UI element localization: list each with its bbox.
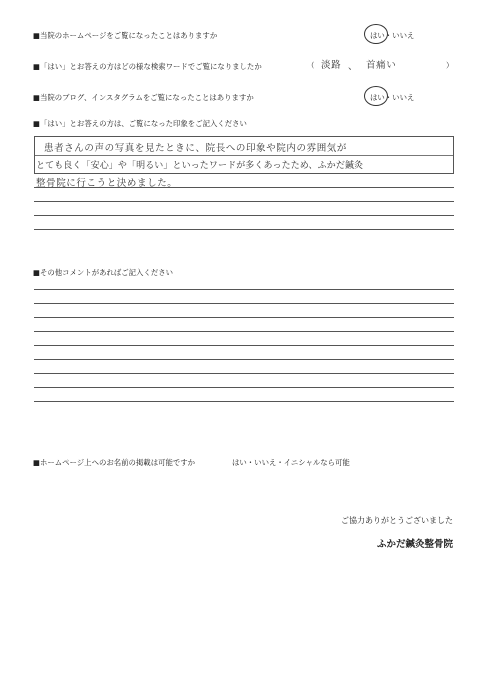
writing-line (34, 201, 454, 202)
question-other-comments: ■その他コメントがあればご記入ください (33, 268, 174, 277)
writing-line (34, 359, 454, 360)
answer-circle-yes (364, 86, 388, 106)
thanks-message: ご協力ありがとうございました (341, 516, 453, 525)
writing-line (34, 373, 454, 374)
keywords-close-paren: ） (446, 61, 454, 70)
handwritten-keyword-2: 首痛い (366, 60, 397, 71)
writing-line (34, 387, 454, 388)
answer-options-name-publication: はい・いいえ・イニシャルなら可能 (232, 458, 350, 467)
answer-homepage-viewed: はい・いいえ (370, 31, 415, 40)
handwritten-keyword-1: 淡路 (321, 60, 342, 71)
question-blog-instagram-viewed: ■当院のブログ、インスタグラムをご覧になったことはありますか (33, 93, 254, 102)
writing-line (34, 401, 454, 402)
writing-line (34, 345, 454, 346)
answer-blog-instagram-viewed: はい・いいえ (370, 93, 415, 102)
writing-line (34, 317, 454, 318)
writing-line (34, 331, 454, 332)
question-homepage-viewed: ■当院のホームページをご覧になったことはありますか (33, 31, 218, 40)
clinic-name: ふかだ鍼灸整骨院 (376, 539, 453, 550)
answer-circle-yes (364, 24, 388, 44)
handwritten-impression-line-2: とても良く「安心」や「明るい」といったワードが多くあったため、ふかだ鍼灸 (36, 161, 364, 171)
handwritten-keyword-separator: 、 (348, 61, 359, 72)
writing-line (34, 303, 454, 304)
writing-line (34, 215, 454, 216)
question-search-keywords: ■「はい」とお答えの方はどの様な検索ワードでご覧になりましたか (33, 62, 262, 71)
impression-box-divider (35, 155, 453, 156)
handwritten-impression-line-3: 整骨院に行こうと決めました。 (36, 178, 178, 189)
writing-line (34, 187, 454, 188)
writing-line (34, 289, 454, 290)
handwritten-impression-line-1: 患者さんの声の写真を見たときに、院長への印象や院内の雰囲気が (44, 143, 348, 154)
writing-line (34, 229, 454, 230)
question-name-publication: ■ホームページ上へのお名前の掲載は可能ですか (33, 458, 196, 467)
keywords-open-paren: （ (307, 61, 315, 70)
question-impression: ■「はい」とお答えの方は、ご覧になった印象をご記入ください (33, 119, 247, 128)
